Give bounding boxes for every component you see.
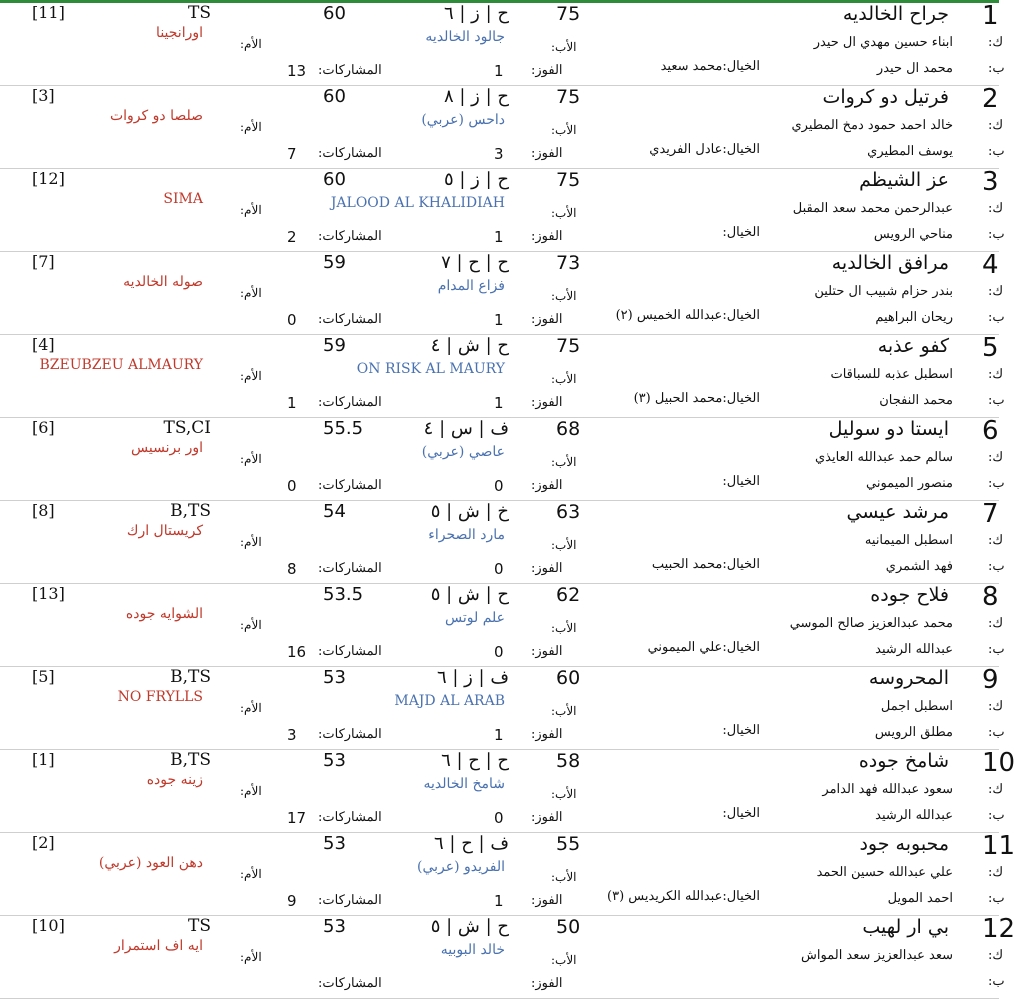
horse-name[interactable]: بي ار لهيب xyxy=(862,916,949,938)
sire-label: الأب: xyxy=(551,206,577,220)
dam-name[interactable]: NO FRYLLS xyxy=(117,689,203,705)
participations-value: 16 xyxy=(287,643,307,661)
draw-number: [7] xyxy=(32,252,55,271)
trainer-name: عبدالله الرشيد xyxy=(875,808,953,823)
participations-value: 9 xyxy=(287,892,297,910)
weight-value: 59 xyxy=(323,335,346,356)
trainer-side-label: ب: xyxy=(988,393,1005,408)
wins-label: الفوز: xyxy=(531,478,563,493)
race-entry-row[interactable] xyxy=(0,416,1005,501)
trainer-name: مناحي الرويس xyxy=(873,227,953,242)
rating-value: 58 xyxy=(556,750,581,772)
participations-label: المشاركات: xyxy=(318,561,382,576)
horse-info: ح | ش | ٥ xyxy=(430,916,509,937)
trainer-name: مطلق الرويس xyxy=(874,725,953,740)
participations-label: المشاركات: xyxy=(318,395,382,410)
rating-value: 73 xyxy=(556,252,581,274)
wins-value: 3 xyxy=(494,145,504,163)
trainer-side-label: ب: xyxy=(988,725,1005,740)
trainer-side-label: ب: xyxy=(988,144,1005,159)
entry-number: 3 xyxy=(982,167,999,197)
horse-name[interactable]: عز الشيظم xyxy=(859,169,949,191)
horse-info: ح | ز | ٥ xyxy=(444,169,509,190)
wins-label: الفوز: xyxy=(531,893,563,908)
draw-number: [13] xyxy=(32,584,65,603)
participations-label: المشاركات: xyxy=(318,63,382,78)
wins-value: 1 xyxy=(494,62,504,80)
weight-value: 53.5 xyxy=(323,584,364,605)
draw-number: [12] xyxy=(32,169,65,188)
sire-label: الأب: xyxy=(551,123,577,137)
owner-side-label: ك: xyxy=(988,367,1004,382)
horse-info: ح | ح | ٦ xyxy=(441,750,509,771)
draw-number: [10] xyxy=(32,916,65,935)
trainer-side-label: ب: xyxy=(988,808,1005,823)
participations-label: المشاركات: xyxy=(318,727,382,742)
sire-name[interactable]: علم لوتس xyxy=(445,610,505,626)
participations-label: المشاركات: xyxy=(318,146,382,161)
race-entry-row[interactable] xyxy=(0,84,1005,169)
participations-label: المشاركات: xyxy=(318,893,382,908)
horse-info: ف | ح | ٦ xyxy=(434,833,509,854)
race-entry-row[interactable] xyxy=(0,1,1005,86)
rating-value: 50 xyxy=(556,916,581,938)
race-entry-row[interactable] xyxy=(0,914,1015,999)
rating-value: 55 xyxy=(556,833,581,855)
jockey-name: الخيال: xyxy=(722,225,760,240)
participations-label: المشاركات: xyxy=(318,478,382,493)
owner-side-label: ك: xyxy=(988,450,1004,465)
owner-side-label: ك: xyxy=(988,616,1004,631)
entry-number: 6 xyxy=(982,416,999,446)
draw-number: [4] xyxy=(32,335,55,354)
participations-label: المشاركات: xyxy=(318,644,382,659)
dam-label: الأم: xyxy=(240,286,262,300)
trainer-name: محمد ال حيدر xyxy=(876,61,953,76)
sire-name[interactable]: JALOOD AL KHALIDIAH xyxy=(330,195,505,211)
sire-label: الأب: xyxy=(551,455,577,469)
trainer-name: ريحان البراهيم xyxy=(875,310,953,325)
sire-name[interactable]: ON RISK AL MAURY xyxy=(356,361,505,377)
weight-value: 53 xyxy=(323,833,346,854)
trainer-side-label: ب: xyxy=(988,559,1005,574)
trainer-side-label: ب: xyxy=(988,227,1005,242)
horse-name[interactable]: فرتيل دو كروات xyxy=(822,86,949,108)
horse-name[interactable]: ايستا دو سوليل xyxy=(828,418,949,440)
owner-name: محمد عبدالعزيز صالح الموسي xyxy=(789,616,953,631)
owner-side-label: ك: xyxy=(988,284,1004,299)
wins-value: 1 xyxy=(494,726,504,744)
rating-value: 62 xyxy=(556,584,581,606)
dam-label: الأم: xyxy=(240,701,262,715)
wins-value: 1 xyxy=(494,892,504,910)
entry-number: 9 xyxy=(982,665,999,695)
sire-label: الأب: xyxy=(551,704,577,718)
entry-number: 1 xyxy=(982,1,999,31)
jockey-name: الخيال:عبدالله الخميس (٢) xyxy=(615,308,760,323)
owner-name: سالم حمد عبدالله العايذي xyxy=(814,450,953,465)
rating-value: 75 xyxy=(556,169,581,191)
horse-name[interactable]: فلاح جوده xyxy=(870,584,949,606)
wins-label: الفوز: xyxy=(531,312,563,327)
wins-value: 1 xyxy=(494,394,504,412)
horse-info: ح | ح | ٧ xyxy=(441,252,509,273)
owner-name: علي عبدالله حسين الحمد xyxy=(816,865,953,880)
trainer-side-label: ب: xyxy=(988,310,1005,325)
dam-label: الأم: xyxy=(240,120,262,134)
weight-value: 60 xyxy=(323,86,346,107)
wins-value: 0 xyxy=(494,809,504,827)
entry-number: 2 xyxy=(982,84,999,114)
wins-label: الفوز: xyxy=(531,976,563,991)
participations-value: 2 xyxy=(287,228,297,246)
participations-value: 13 xyxy=(287,62,307,80)
horse-name[interactable]: شامخ جوده xyxy=(858,750,949,772)
participations-label: المشاركات: xyxy=(318,810,382,825)
horse-name[interactable]: المحروسه xyxy=(868,667,949,689)
entry-number: 5 xyxy=(982,333,999,363)
trainer-name: فهد الشمري xyxy=(885,559,953,574)
participations-value: 0 xyxy=(287,477,297,495)
sire-name[interactable]: MAJD AL ARAB xyxy=(394,693,505,709)
trainer-name: احمد المويل xyxy=(887,891,953,906)
sire-label: الأب: xyxy=(551,372,577,386)
trainer-side-label: ب: xyxy=(988,61,1005,76)
rating-value: 60 xyxy=(556,667,581,689)
wins-value: 1 xyxy=(494,228,504,246)
dam-label: الأم: xyxy=(240,618,262,632)
weight-value: 55.5 xyxy=(323,418,364,439)
owner-name: اسطبل عذبه للسباقات xyxy=(830,367,953,382)
wins-label: الفوز: xyxy=(531,644,563,659)
draw-number: [11] xyxy=(32,3,65,22)
equipment-badge: B,TS xyxy=(170,501,211,521)
jockey-name: الخيال: xyxy=(722,723,760,738)
owner-name: اسطبل اجمل xyxy=(880,699,953,714)
dam-label: الأم: xyxy=(240,867,262,881)
entry-number: 11 xyxy=(982,831,1015,861)
sire-name[interactable]: داحس (عربي) xyxy=(421,112,505,128)
participations-value: 7 xyxy=(287,145,297,163)
dam-name[interactable]: صوله الخالديه xyxy=(123,274,203,290)
dam-label: الأم: xyxy=(240,535,262,549)
rating-value: 75 xyxy=(556,335,581,357)
entry-number: 8 xyxy=(982,582,999,612)
dam-label: الأم: xyxy=(240,452,262,466)
horse-info: خ | ش | ٥ xyxy=(430,501,509,522)
jockey-name: الخيال:عبدالله الكريديس (٣) xyxy=(607,889,760,904)
participations-value: 0 xyxy=(287,311,297,329)
draw-number: [8] xyxy=(32,501,55,520)
rating-value: 63 xyxy=(556,501,581,523)
sire-label: الأب: xyxy=(551,870,577,884)
rating-value: 75 xyxy=(556,86,581,108)
owner-side-label: ك: xyxy=(988,948,1004,963)
owner-side-label: ك: xyxy=(988,201,1004,216)
draw-number: [6] xyxy=(32,418,55,437)
sire-name[interactable]: جالود الخالديه xyxy=(425,29,505,45)
jockey-name: الخيال:محمد سعيد xyxy=(660,59,760,74)
horse-name[interactable]: مرشد عيسي xyxy=(846,501,949,523)
trainer-name: عبدالله الرشيد xyxy=(875,642,953,657)
wins-label: الفوز: xyxy=(531,146,563,161)
race-entry-row[interactable] xyxy=(0,250,1005,335)
owner-name: بندر حزام شبيب ال حتلين xyxy=(814,284,953,299)
owner-side-label: ك: xyxy=(988,865,1004,880)
participations-label: المشاركات: xyxy=(318,976,382,991)
equipment-badge: B,TS xyxy=(170,667,211,687)
wins-label: الفوز: xyxy=(531,229,563,244)
dam-name[interactable]: صلصا دو كروات xyxy=(109,108,203,124)
horse-info: ح | ش | ٤ xyxy=(430,335,509,356)
participations-value: 17 xyxy=(287,809,307,827)
owner-name: ابناء حسين مهدي ال حيدر xyxy=(813,35,953,50)
sire-name[interactable]: عاصي (عربي) xyxy=(421,444,505,460)
dam-label: الأم: xyxy=(240,37,262,51)
dam-name[interactable]: اورانجينا xyxy=(156,25,203,41)
draw-number: [2] xyxy=(32,833,55,852)
dam-name[interactable]: الشوايه جوده xyxy=(125,606,203,622)
wins-label: الفوز: xyxy=(531,561,563,576)
weight-value: 60 xyxy=(323,169,346,190)
horse-name[interactable]: محبوبه جود xyxy=(859,833,949,855)
dam-name[interactable]: BZEUBZEU ALMAURY xyxy=(39,357,203,373)
race-entry-row[interactable] xyxy=(0,748,1015,833)
horse-info: ح | ش | ٥ xyxy=(430,584,509,605)
race-entry-row[interactable] xyxy=(0,333,1005,418)
race-entry-row[interactable] xyxy=(0,665,1005,750)
owner-side-label: ك: xyxy=(988,533,1004,548)
weight-value: 53 xyxy=(323,667,346,688)
trainer-side-label: ب: xyxy=(988,642,1005,657)
weight-value: 54 xyxy=(323,501,346,522)
sire-label: الأب: xyxy=(551,538,577,552)
owner-name: عبدالرحمن محمد سعد المقبل xyxy=(792,201,953,216)
participations-label: المشاركات: xyxy=(318,312,382,327)
jockey-name: الخيال:علي الميموني xyxy=(647,640,760,655)
horse-info: ح | ز | ٨ xyxy=(444,86,509,107)
dam-name[interactable]: اور برنسيس xyxy=(131,440,203,456)
trainer-side-label: ب: xyxy=(988,974,1005,989)
trainer-side-label: ب: xyxy=(988,476,1005,491)
dam-name[interactable]: كريستال ارك xyxy=(126,523,203,539)
weight-value: 60 xyxy=(323,3,346,24)
wins-value: 0 xyxy=(494,643,504,661)
equipment-badge: TS,CI xyxy=(163,418,211,438)
weight-value: 59 xyxy=(323,252,346,273)
participations-value: 1 xyxy=(287,394,297,412)
sire-name[interactable]: شامخ الخالديه xyxy=(423,776,505,792)
horse-name[interactable]: كفو عذبه xyxy=(877,335,949,357)
jockey-name: الخيال:محمد الحبيب xyxy=(651,557,760,572)
dam-label: الأم: xyxy=(240,784,262,798)
race-entry-row[interactable] xyxy=(0,499,1005,584)
dam-name[interactable]: ايه اف استمرار xyxy=(114,938,203,954)
horse-name[interactable]: مرافق الخالديه xyxy=(831,252,949,274)
sire-name[interactable]: خالد البوبيه xyxy=(440,942,505,958)
equipment-badge: B,TS xyxy=(170,750,211,770)
entry-number: 10 xyxy=(982,748,1015,778)
wins-label: الفوز: xyxy=(531,727,563,742)
entry-number: 7 xyxy=(982,499,999,529)
jockey-name: الخيال:عادل الفريدي xyxy=(649,142,760,157)
wins-value: 0 xyxy=(494,477,504,495)
sire-label: الأب: xyxy=(551,621,577,635)
entry-number: 4 xyxy=(982,250,999,280)
participations-value: 8 xyxy=(287,560,297,578)
entry-number: 12 xyxy=(982,914,1015,944)
owner-side-label: ك: xyxy=(988,782,1004,797)
sire-name[interactable]: الفريدو (عربي) xyxy=(417,859,505,875)
equipment-badge: TS xyxy=(188,916,211,936)
owner-side-label: ك: xyxy=(988,118,1004,133)
jockey-name: الخيال: xyxy=(722,474,760,489)
sire-label: الأب: xyxy=(551,40,577,54)
sire-label: الأب: xyxy=(551,289,577,303)
trainer-name: يوسف المطيري xyxy=(867,144,953,159)
race-entry-row[interactable] xyxy=(0,831,1015,916)
dam-name[interactable]: زينه جوده xyxy=(146,772,203,788)
weight-value: 53 xyxy=(323,916,346,937)
dam-label: الأم: xyxy=(240,369,262,383)
horse-name[interactable]: جراح الخالديه xyxy=(842,3,949,25)
horse-info: ف | ز | ٦ xyxy=(436,667,509,688)
participations-value: 3 xyxy=(287,726,297,744)
trainer-name: منصور الميموني xyxy=(866,476,953,491)
sire-name[interactable]: مارد الصحراء xyxy=(428,527,505,543)
equipment-badge: TS xyxy=(188,3,211,23)
jockey-name: الخيال: xyxy=(722,806,760,821)
dam-label: الأم: xyxy=(240,950,262,964)
weight-value: 53 xyxy=(323,750,346,771)
dam-label: الأم: xyxy=(240,203,262,217)
rating-value: 75 xyxy=(556,3,581,25)
horse-info: ح | ز | ٦ xyxy=(444,3,509,24)
participations-label: المشاركات: xyxy=(318,229,382,244)
wins-value: 0 xyxy=(494,560,504,578)
race-entry-row[interactable] xyxy=(0,167,1005,252)
owner-side-label: ك: xyxy=(988,699,1004,714)
rating-value: 68 xyxy=(556,418,581,440)
jockey-name: الخيال:محمد الحبيل (٣) xyxy=(633,391,760,406)
sire-label: الأب: xyxy=(551,953,577,967)
sire-name[interactable]: فزاع المدام xyxy=(437,278,505,294)
dam-name[interactable]: دهن العود (عربي) xyxy=(98,855,203,871)
trainer-side-label: ب: xyxy=(988,891,1005,906)
trainer-name: محمد النفجان xyxy=(879,393,953,408)
owner-name: سعود عبدالله فهد الدامر xyxy=(822,782,953,797)
draw-number: [1] xyxy=(32,750,55,769)
draw-number: [3] xyxy=(32,86,55,105)
dam-name[interactable]: SIMA xyxy=(163,191,203,207)
sire-label: الأب: xyxy=(551,787,577,801)
race-entry-row[interactable] xyxy=(0,582,1005,667)
wins-label: الفوز: xyxy=(531,63,563,78)
race-card-list xyxy=(0,1,1015,999)
owner-name: اسطبل الميمانيه xyxy=(864,533,953,548)
wins-label: الفوز: xyxy=(531,810,563,825)
wins-label: الفوز: xyxy=(531,395,563,410)
draw-number: [5] xyxy=(32,667,55,686)
horse-info: ف | س | ٤ xyxy=(423,418,509,439)
wins-value: 1 xyxy=(494,311,504,329)
owner-name: خالد احمد حمود دمخ المطيري xyxy=(791,118,953,133)
owner-name: سعد عبدالعزيز سعد المواش xyxy=(801,948,953,963)
owner-side-label: ك: xyxy=(988,35,1004,50)
